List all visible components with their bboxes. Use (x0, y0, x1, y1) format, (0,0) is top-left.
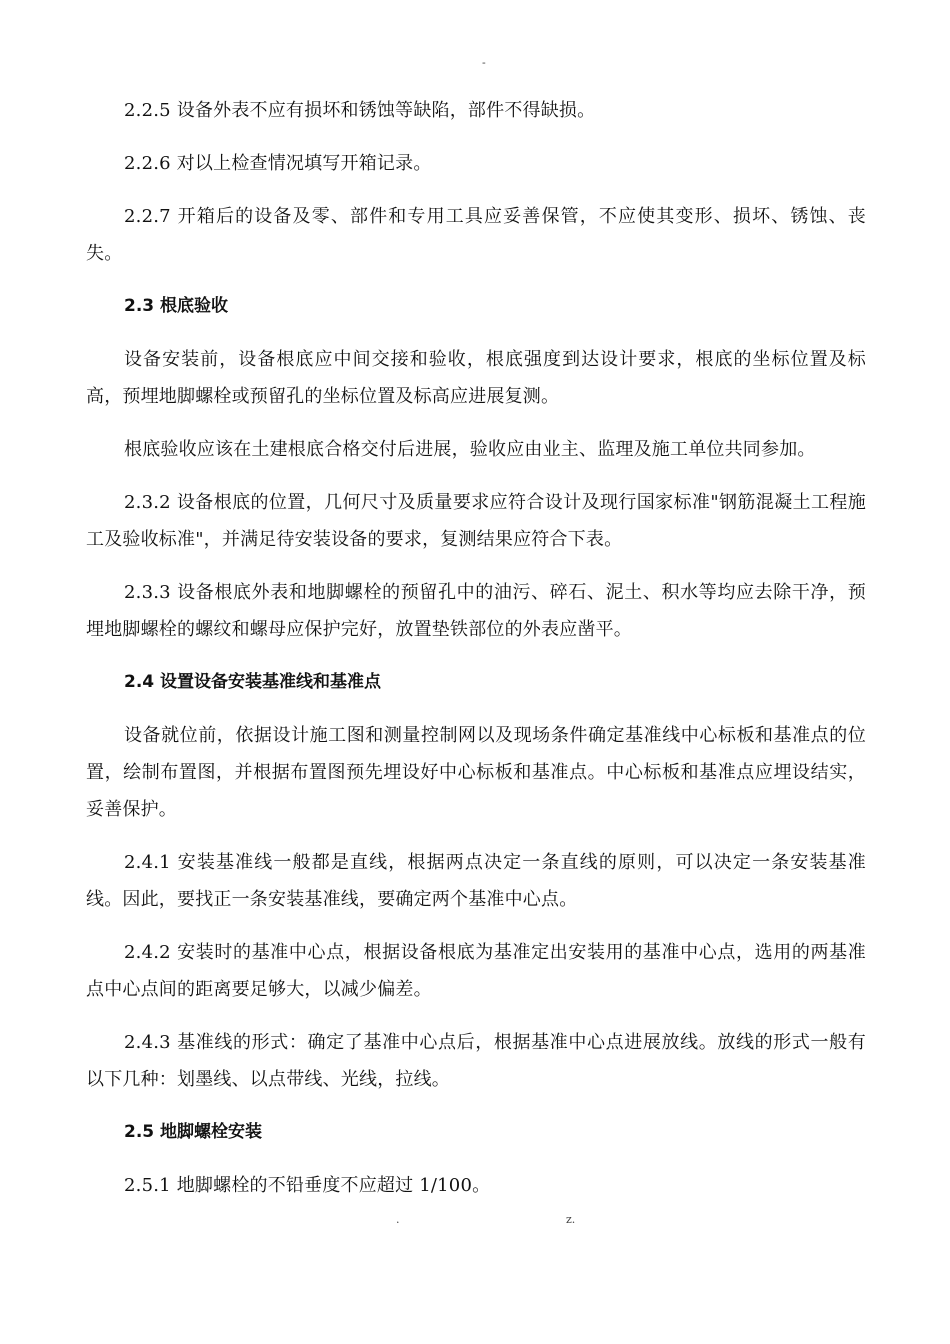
paragraph-baseline-setup: 设备就位前，依据设计施工图和测量控制网以及现场条件确定基准线中心标板和基准点的位置，绘制布置图，并根据布置图预先埋设好中心标板和基准点。中心标板和基准点应埋设结实，妥善保护。 (86, 725, 866, 820)
paragraph-2-4-1: 2.4.1 安装基准线一般都是直线，根据两点决定一条直线的原则，可以决定一条安装基准线。因此，要找正一条安装基准线，要确定两个基准中心点。 (86, 852, 866, 910)
paragraph-2-4-2: 2.4.2 安装时的基准中心点，根据设备根底为基准定出安装用的基准中心点，选用的两基准点中心点间的距离要足够大，以减少偏差。 (86, 942, 866, 1000)
paragraph-2-2-7: 2.2.7 开箱后的设备及零、部件和专用工具应妥善保管，不应使其变形、损坏、锈蚀、丧失。 (86, 206, 866, 264)
paragraph-2-2-5: 2.2.5 设备外表不应有损坏和锈蚀等缺陷，部件不得缺损。 (124, 100, 596, 121)
document-body (86, 92, 866, 1220)
section-heading-2-5: 2.5 地脚螺栓安装 (124, 1122, 263, 1142)
paragraph-foundation-acceptance: 根底验收应该在土建根底合格交付后进展，验收应由业主、监理及施工单位共同参加。 (124, 439, 816, 460)
section-heading-2-4: 2.4 设置设备安装基准线和基准点 (124, 672, 382, 692)
paragraph-2-5-1: 2.5.1 地脚螺栓的不铅垂度不应超过 1/100。 (124, 1175, 491, 1196)
paragraph-2-2-6: 2.2.6 对以上检查情况填写开箱记录。 (124, 153, 432, 174)
header-mark: - (482, 56, 486, 69)
paragraph-2-3-3: 2.3.3 设备根底外表和地脚螺栓的预留孔中的油污、碎石、泥土、积水等均应去除干净，预埋地脚螺栓的螺纹和螺母应保护完好，放置垫铁部位的外表应凿平。 (86, 582, 866, 640)
section-heading-2-3: 2.3 根底验收 (124, 296, 229, 316)
footer-right-mark: z. (566, 1213, 576, 1226)
paragraph-2-4-3: 2.4.3 基准线的形式：确定了基准中心点后，根据基准中心点进展放线。放线的形式一般有以下几种：划墨线、以点带线、光线，拉线。 (86, 1032, 866, 1090)
paragraph-foundation-handover: 设备安装前，设备根底应中间交接和验收，根底强度到达设计要求，根底的坐标位置及标高，预埋地脚螺栓或预留孔的坐标位置及标高应进展复测。 (86, 349, 866, 407)
footer-left-mark: . (396, 1213, 400, 1226)
paragraph-2-3-2: 2.3.2 设备根底的位置，几何尺寸及质量要求应符合设计及现行国家标准"钢筋混凝土工程施工及验收标准"，并满足待安装设备的要求，复测结果应符合下表。 (86, 492, 866, 550)
